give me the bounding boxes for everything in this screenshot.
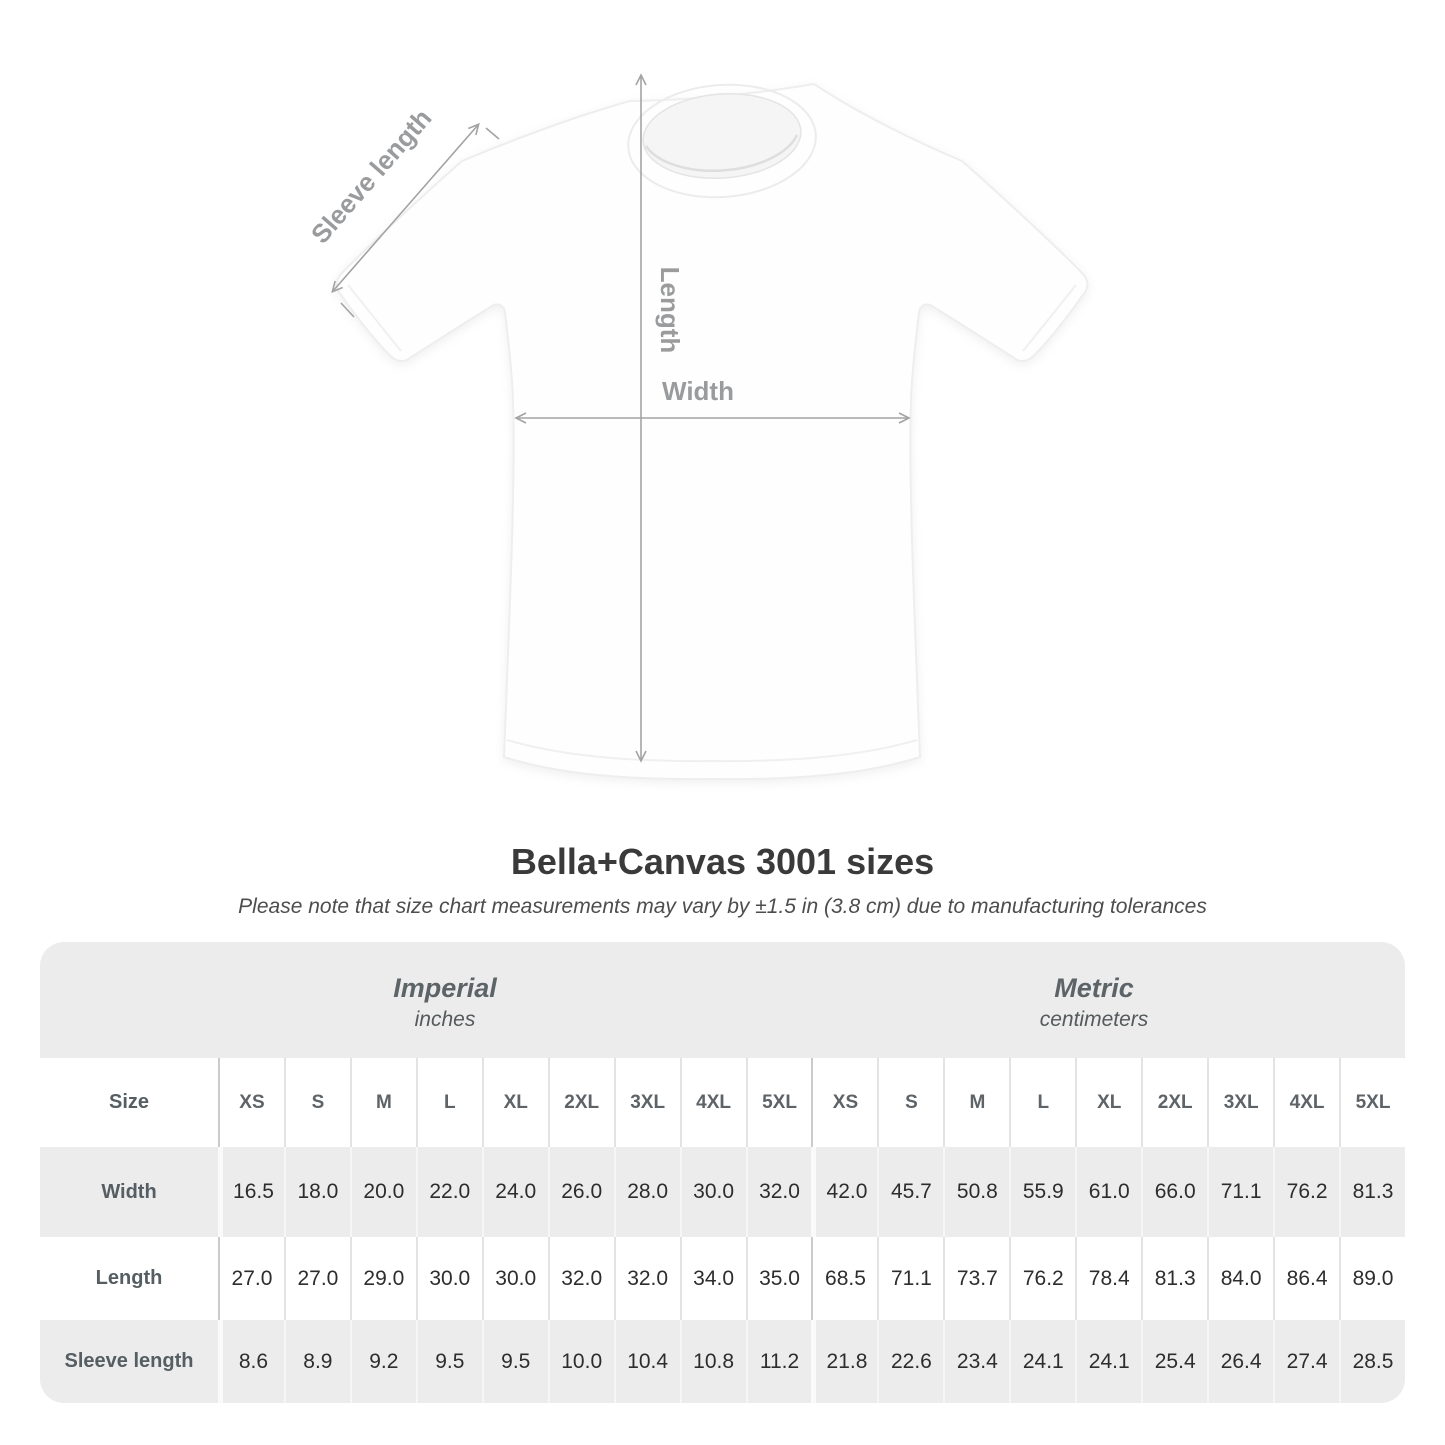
- length-label: Length: [655, 266, 685, 354]
- width-value: 24.0: [482, 1147, 548, 1237]
- width-value: 20.0: [350, 1147, 416, 1237]
- width-value: 22.0: [416, 1147, 482, 1237]
- size-column-header: XS: [218, 1058, 284, 1147]
- sleeve-length-row: [40, 1320, 1405, 1403]
- width-value: 71.1: [1207, 1147, 1273, 1237]
- width-value: 30.0: [680, 1147, 746, 1237]
- length-value: 71.1: [877, 1237, 943, 1320]
- width-value: 18.0: [284, 1147, 350, 1237]
- length-value: 27.0: [218, 1237, 284, 1320]
- sleeve-length-value: 10.4: [614, 1320, 680, 1403]
- width-value: 32.0: [746, 1147, 812, 1237]
- width-value: 42.0: [811, 1147, 877, 1237]
- metric-header-group: [812, 972, 1405, 1058]
- size-column-header: 3XL: [614, 1058, 680, 1147]
- sleeve-length-value: 27.4: [1273, 1320, 1339, 1403]
- size-column-header: S: [284, 1058, 350, 1147]
- imperial-title: Imperial: [393, 973, 497, 1003]
- sleeve-arrow-tick-top: [486, 128, 499, 139]
- length-value: 68.5: [811, 1237, 877, 1320]
- width-value: 55.9: [1009, 1147, 1075, 1237]
- sleeve-length-value: 10.0: [548, 1320, 614, 1403]
- size-table: [40, 942, 1405, 1403]
- length-value: 89.0: [1339, 1237, 1405, 1320]
- length-value: 86.4: [1273, 1237, 1339, 1320]
- width-label: Width: [662, 376, 734, 406]
- length-value: 73.7: [943, 1237, 1009, 1320]
- length-value-cells: [218, 1237, 1405, 1320]
- sleeve-length-value: 8.9: [284, 1320, 350, 1403]
- length-value: 81.3: [1141, 1237, 1207, 1320]
- sleeve-length-label: Sleeve length: [304, 103, 438, 250]
- size-column-header: M: [943, 1058, 1009, 1147]
- size-column-header: L: [416, 1058, 482, 1147]
- length-value: 35.0: [746, 1237, 812, 1320]
- sleeve-length-value: 24.1: [1009, 1320, 1075, 1403]
- width-row: [40, 1147, 1405, 1237]
- size-column-header: XL: [1075, 1058, 1141, 1147]
- size-column-header: M: [350, 1058, 416, 1147]
- sleeve-length-value: 24.1: [1075, 1320, 1141, 1403]
- length-row: [40, 1237, 1405, 1320]
- sleeve-length-value: 11.2: [746, 1320, 812, 1403]
- sleeve-length-value: 10.8: [680, 1320, 746, 1403]
- sleeve-length-value: 8.6: [218, 1320, 284, 1403]
- length-value: 29.0: [350, 1237, 416, 1320]
- width-row-label: Width: [101, 1180, 157, 1203]
- size-header-cells: [218, 1058, 1405, 1147]
- length-value: 32.0: [548, 1237, 614, 1320]
- size-column-header: 4XL: [1273, 1058, 1339, 1147]
- page-title: Bella+Canvas 3001 sizes: [510, 841, 935, 882]
- width-value: 26.0: [548, 1147, 614, 1237]
- sleeve-length-value: 28.5: [1339, 1320, 1405, 1403]
- sleeve-length-value: 26.4: [1207, 1320, 1273, 1403]
- size-row-label: Size: [108, 1091, 150, 1113]
- size-column-header: S: [877, 1058, 943, 1147]
- unit-header-row: [40, 942, 1405, 1058]
- width-value-cells: [218, 1147, 1405, 1237]
- length-value: 32.0: [614, 1237, 680, 1320]
- sleeve-length-value: 9.2: [350, 1320, 416, 1403]
- metric-unit: centimeters: [1039, 1008, 1149, 1031]
- sleeve-length-row-label: Sleeve length: [64, 1350, 194, 1372]
- width-value: 45.7: [877, 1147, 943, 1237]
- width-value: 76.2: [1273, 1147, 1339, 1237]
- imperial-header-group: [40, 972, 812, 1058]
- sleeve-length-value: 22.6: [877, 1320, 943, 1403]
- length-value: 76.2: [1009, 1237, 1075, 1320]
- sleeve-length-value: 9.5: [416, 1320, 482, 1403]
- sleeve-length-value: 23.4: [943, 1320, 1009, 1403]
- width-value: 61.0: [1075, 1147, 1141, 1237]
- metric-title: Metric: [1054, 973, 1134, 1003]
- width-value: 66.0: [1141, 1147, 1207, 1237]
- size-column-header: 5XL: [1339, 1058, 1405, 1147]
- size-column-header: XS: [811, 1058, 877, 1147]
- sleeve-length-value: 9.5: [482, 1320, 548, 1403]
- size-column-header: XL: [482, 1058, 548, 1147]
- sleeve-length-value: 21.8: [811, 1320, 877, 1403]
- tolerance-note: Please note that size chart measurements may vary by ±1.5 in (3.8 cm) due to manufacturing tolerances: [238, 895, 1207, 918]
- size-column-header: 2XL: [1141, 1058, 1207, 1147]
- length-value: 27.0: [284, 1237, 350, 1320]
- length-value: 30.0: [482, 1237, 548, 1320]
- length-value: 34.0: [680, 1237, 746, 1320]
- size-column-header: L: [1009, 1058, 1075, 1147]
- sleeve-length-value-cells: [218, 1320, 1405, 1403]
- size-column-header: 4XL: [680, 1058, 746, 1147]
- length-value: 30.0: [416, 1237, 482, 1320]
- imperial-unit: inches: [414, 1008, 476, 1031]
- tshirt-body: [337, 84, 1088, 779]
- length-value: 78.4: [1075, 1237, 1141, 1320]
- width-value: 28.0: [614, 1147, 680, 1237]
- size-header-row: [40, 1058, 1405, 1147]
- sleeve-length-value: 25.4: [1141, 1320, 1207, 1403]
- width-value: 81.3: [1339, 1147, 1405, 1237]
- length-row-label: Length: [95, 1267, 163, 1289]
- size-column-header: 3XL: [1207, 1058, 1273, 1147]
- size-column-header: 5XL: [746, 1058, 812, 1147]
- length-value: 84.0: [1207, 1237, 1273, 1320]
- width-value: 16.5: [218, 1147, 284, 1237]
- width-value: 50.8: [943, 1147, 1009, 1237]
- size-column-header: 2XL: [548, 1058, 614, 1147]
